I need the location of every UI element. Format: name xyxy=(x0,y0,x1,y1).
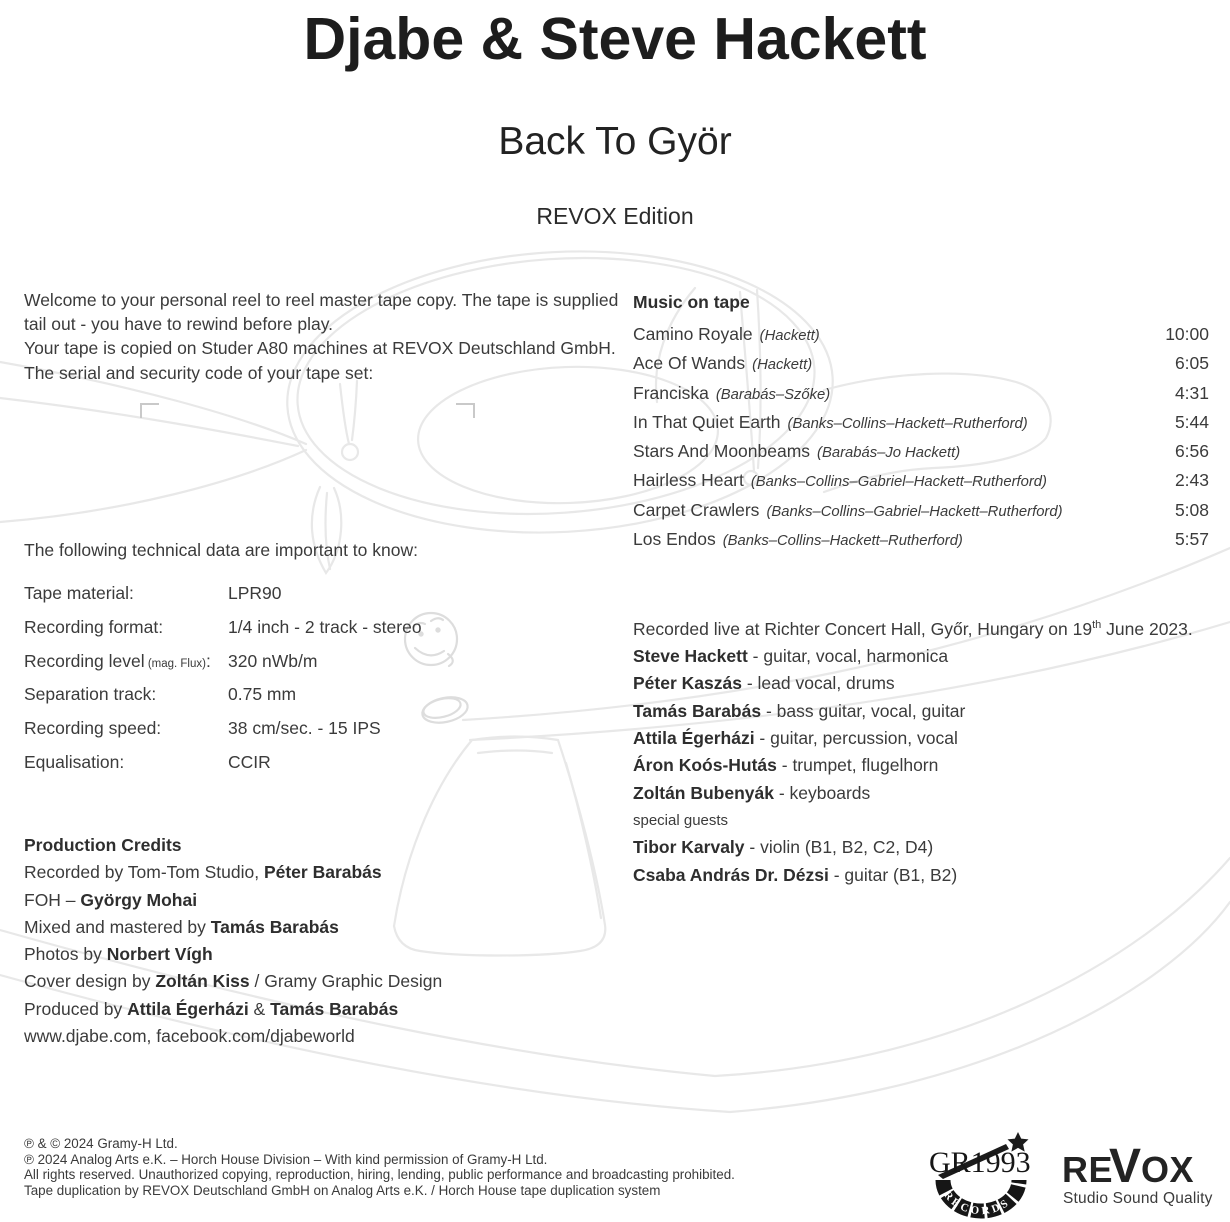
website-line: www.djabe.com, facebook.com/djabeworld xyxy=(24,1026,355,1047)
revox-tagline: Studio Sound Quality xyxy=(1063,1190,1213,1207)
tech-label: Recording speed: xyxy=(24,718,162,739)
tracklist-heading: Music on tape xyxy=(633,292,750,312)
revox-wordmark-v: V xyxy=(1109,1141,1142,1193)
musician-line: Steve Hackett - guitar, vocal, harmonica xyxy=(633,646,949,667)
tech-label: Tape material: xyxy=(24,583,134,603)
track-time: 6:56 xyxy=(1174,441,1209,462)
track-time: 5:44 xyxy=(1174,411,1209,432)
tech-value: 38 cm/sec. - 15 IPS xyxy=(228,718,381,739)
track-title: Camino Royale xyxy=(633,324,753,344)
track-time: 6:05 xyxy=(1174,353,1209,374)
tech-row xyxy=(24,713,628,747)
track-time: 5:57 xyxy=(1174,529,1209,550)
legal-line: ℗ & © 2024 Gramy-H Ltd. xyxy=(24,1136,178,1151)
tech-label: Recording level (mag. Flux): xyxy=(24,650,211,671)
special-guests-label: special guests xyxy=(633,811,729,829)
credit-line: Produced by Attila Égerházi & Tamás Barabás xyxy=(24,998,399,1019)
tech-row xyxy=(24,679,628,713)
revox-logo xyxy=(1062,1141,1214,1207)
track-title: In That Quiet Earth xyxy=(633,411,781,432)
tech-row xyxy=(24,747,628,781)
tech-label: Recording format: xyxy=(24,616,164,637)
track-title: Hairless Heart xyxy=(633,470,744,491)
tech-row xyxy=(24,612,628,646)
track-row xyxy=(633,350,1209,379)
serial-area-corner-left xyxy=(140,403,159,418)
credits-heading: Production Credits xyxy=(24,835,182,855)
track-time: 4:31 xyxy=(1174,382,1209,403)
tech-row xyxy=(24,578,628,612)
track-composers: (Barabás–Szőke) xyxy=(715,386,831,403)
musician-line: Áron Koós-Hutás - trumpet, flugelhorn xyxy=(633,755,939,776)
musician-line: Tamás Barabás - bass guitar, vocal, guitar xyxy=(633,700,966,721)
superscript-th: th xyxy=(1092,619,1102,631)
recorded-live-line: Recorded live at Richter Concert Hall, Győr, Hungary on 19th June 2023. xyxy=(633,618,1193,639)
credit-line: FOH – György Mohai xyxy=(24,889,198,910)
credit-line: Cover design by Zoltán Kiss / Gramy Graphic Design xyxy=(24,971,443,992)
track-time: 2:43 xyxy=(1174,470,1209,491)
legal-line: Tape duplication by REVOX Deutschland GmbH on Analog Arts e.K. / Horch House tape duplication system xyxy=(24,1183,661,1199)
track-row xyxy=(633,467,1209,496)
track-time: 5:08 xyxy=(1174,499,1209,520)
track-row xyxy=(633,409,1209,438)
tech-table xyxy=(24,578,628,781)
track-row xyxy=(633,380,1209,409)
track-title: Carpet Crawlers xyxy=(633,499,760,520)
page-title: Djabe & Steve Hackett xyxy=(303,6,927,72)
credit-line: Recorded by Tom-Tom Studio, Péter Barabás xyxy=(24,862,382,883)
tech-value: 320 nWb/m xyxy=(228,650,318,671)
track-composers: (Banks–Collins–Gabriel–Hackett–Rutherford) xyxy=(750,474,1047,491)
track-row xyxy=(633,526,1209,555)
tech-row xyxy=(24,646,628,680)
tech-label: Equalisation: xyxy=(24,751,125,772)
serial-area-corner-right xyxy=(456,403,475,418)
track-title: Franciska xyxy=(633,382,709,403)
track-row xyxy=(633,497,1209,526)
musician-line: Zoltán Bubenyák - keyboards xyxy=(633,782,871,803)
legal-line: All rights reserved. Unauthorized copying, reproduction, hiring, lending, public performance and broadcasting prohibited. xyxy=(24,1167,735,1183)
track-title: Ace Of Wands xyxy=(633,353,746,374)
musician-line: Péter Kaszás - lead vocal, drums xyxy=(633,673,895,694)
intro-line-1: Welcome to your personal reel to reel master tape copy. The tape is supplied tail out - you have to rewind before play. xyxy=(24,290,619,335)
track-composers: (Banks–Collins–Hackett–Rutherford) xyxy=(722,533,963,550)
track-composers: (Hackett) xyxy=(759,328,820,344)
credit-line: Mixed and mastered by Tamás Barabás xyxy=(24,916,339,937)
tech-intro: The following technical data are important to know: xyxy=(24,540,418,560)
guest-line: Csaba András Dr. Dézsi - guitar (B1, B2) xyxy=(633,864,958,885)
svg-text:RECORDS xyxy=(941,1189,1012,1217)
gr1993-wordmark: GR1993 xyxy=(929,1146,1031,1179)
track-row xyxy=(633,321,1209,350)
legal-line: ℗ 2024 Analog Arts e.K. – Horch House Division – With kind permission of Gramy-H Ltd. xyxy=(24,1151,548,1167)
track-row xyxy=(633,438,1209,467)
tech-value: LPR90 xyxy=(228,583,282,603)
revox-wordmark-ox: OX xyxy=(1141,1149,1195,1190)
production-credits xyxy=(24,832,628,1050)
tech-value: 0.75 mm xyxy=(228,684,297,705)
revox-wordmark-re: RE xyxy=(1062,1149,1114,1190)
track-composers: (Barabás–Jo Hackett) xyxy=(817,445,961,462)
track-composers: (Banks–Collins–Gabriel–Hackett–Rutherford) xyxy=(766,503,1063,520)
album-title: Back To Györ xyxy=(498,120,732,163)
guest-line: Tibor Karvaly - violin (B1, B2, C2, D4) xyxy=(633,837,934,858)
edition-label: REVOX Edition xyxy=(536,203,694,229)
intro-text xyxy=(24,288,630,385)
track-title: Stars And Moonbeams xyxy=(633,441,811,462)
track-composers: (Banks–Collins–Hackett–Rutherford) xyxy=(787,415,1028,432)
track-title: Los Endos xyxy=(633,529,716,550)
legal-footer xyxy=(24,1136,735,1199)
credit-line: Photos by Norbert Vígh xyxy=(24,944,213,965)
tech-value: 1/4 inch - 2 track - stereo xyxy=(228,616,422,637)
tech-value: CCIR xyxy=(228,751,271,772)
tracklist xyxy=(633,290,1209,555)
personnel xyxy=(633,612,1209,889)
musician-line: Attila Égerházi - guitar, percussion, vocal xyxy=(633,728,958,749)
track-composers: (Hackett) xyxy=(752,357,813,374)
track-time: 10:00 xyxy=(1165,324,1209,344)
intro-line-3: The serial and security code of your tape set: xyxy=(24,362,374,383)
gr1993-records-arc-text: RECORDS xyxy=(941,1189,1013,1218)
intro-line-2: Your tape is copied on Studer A80 machines at REVOX Deutschland GmbH. xyxy=(24,338,616,359)
gr1993-records-logo xyxy=(926,1131,1034,1221)
tech-label: Separation track: xyxy=(24,684,157,705)
